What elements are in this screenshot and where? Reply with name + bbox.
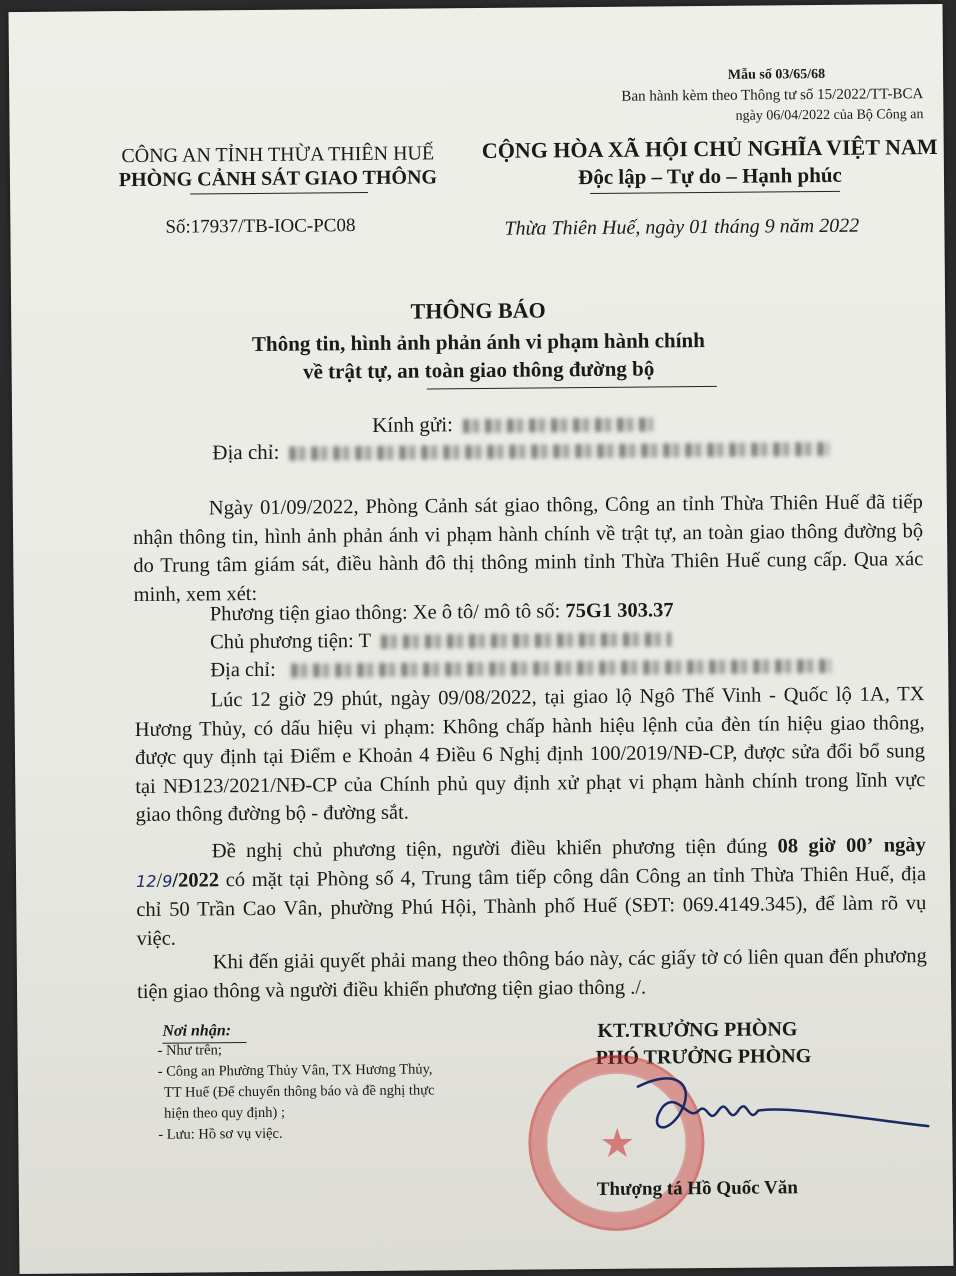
recipient-item: - Lưu: Hồ sơ vụ việc. <box>158 1125 283 1143</box>
owner-row <box>210 627 671 654</box>
owner-address-row <box>210 654 831 682</box>
agency-divider <box>190 192 368 195</box>
violation-paragraph: Lúc 12 giờ 29 phút, ngày 09/08/2022, tại giao lộ Ngô Thế Vinh - Quốc lộ 1A, TX Hương Thủy, có dấu hiệu vi phạm: Không chấp hành hiệu lệnh của đèn tín hiệu giao thông, được quy định tại Điểm e Khoản 4 Điều 6 Nghị định 100/2019/NĐ-CP, được sửa đổi bổ sung tại NĐ123/2021/NĐ-CP của Chính phủ quy định xử phạt vi phạm hành chính trong lĩnh vực giao thông đường bộ - đường sắt. <box>134 683 926 827</box>
redacted-owner-address <box>291 659 831 678</box>
request-text-b: có mặt tại Phòng số 4, Trung tâm tiếp công dân Công an tỉnh Thừa Thiên Huế, địa chỉ 50 Trần Cao Vân, phường Phú Hội, Thành phố Huế (SĐT: 069.4149.345), để làm rõ vụ việc. <box>136 862 927 950</box>
agency-name: PHÒNG CẢNH SÁT GIAO THÔNG <box>118 166 438 192</box>
form-issued-with: Ban hành kèm theo Thông tư số 15/2022/TT-BCA <box>621 86 924 105</box>
redacted-name <box>463 418 653 434</box>
recipient-item: hiện theo quy định) ; <box>164 1104 286 1122</box>
recipients-title: Nơi nhận: <box>162 1022 232 1040</box>
owner-initial: T <box>358 629 372 653</box>
owner-label: Chủ phương tiện: <box>209 630 359 654</box>
recipient-address-row <box>212 435 829 465</box>
form-number: Mẫu số 03/65/68 <box>727 66 826 83</box>
closing-paragraph: Khi đến giải quyết phải mang theo thông báo này, các giấy tờ có liên quan đến phương tiện giao thông và người điều khiển phương tiện giao thông ./. <box>136 945 927 1003</box>
form-issued-date: ngày 06/04/2022 của Bộ Công an <box>735 107 924 124</box>
agency-parent: CÔNG AN TỈNH THỪA THIÊN HUẾ <box>121 142 435 168</box>
recipient-item: - Công an Phường Thủy Vân, TX Hương Thủy, <box>157 1061 433 1080</box>
handwritten-day: 12 <box>136 871 157 891</box>
signature-title-2: PHÓ TRƯỞNG PHÒNG <box>595 1045 812 1070</box>
redacted-owner <box>381 633 671 650</box>
seal-star-icon: ★ <box>599 1120 636 1166</box>
recipient-row <box>372 410 653 437</box>
recipient-item: TT Huế (Để chuyển thông báo và đề nghị thực <box>163 1082 435 1101</box>
request-ngay: ngày <box>883 834 926 857</box>
place-date: Thừa Thiên Huế, ngày 01 tháng 9 năm 2022 <box>504 214 860 240</box>
signer-name: Thượng tá Hồ Quốc Văn <box>596 1177 798 1201</box>
document-page <box>9 4 954 1274</box>
recipient-label: Kính gửi: <box>372 412 454 437</box>
vehicle-label: Phương tiện giao thông: Xe ô tô/ mô tô số: <box>209 600 566 626</box>
owner-address-label: Địa chỉ: <box>210 658 281 682</box>
handwritten-signature <box>618 1064 939 1157</box>
handwritten-month: 9 <box>162 871 173 891</box>
nation-motto: Độc lập – Tự do – Hạnh phúc <box>578 162 842 190</box>
recipient-address-label: Địa chỉ: <box>212 439 280 465</box>
nation-name: CỘNG HÒA XÃ HỘI CHỦ NGHĨA VIỆT NAM <box>481 133 938 163</box>
request-paragraph: Đề nghị chủ phương tiện, người điều khiển phương tiện đúng 08 giờ 00’ ngày 12/9/2022 có mặt tại Phòng số 4, Trung tâm tiếp công dân Công an tỉnh Thừa Thiên Huế, địa chỉ 50 Trần Cao Vân, phường Phú Hội, Thành phố Huế (SĐT: 069.4149.345), để làm rõ vụ việc. <box>136 834 927 950</box>
signature-title-1: KT.TRƯỞNG PHÒNG <box>597 1018 798 1042</box>
redacted-address <box>289 442 829 461</box>
title-divider <box>427 386 717 390</box>
request-text-a: Đề nghị chủ phương tiện, người điều khiển phương tiện đúng <box>211 835 778 863</box>
motto-divider <box>590 191 840 194</box>
document-title: THÔNG BÁO <box>410 297 546 324</box>
license-plate: 75G1 303.37 <box>565 599 674 623</box>
request-time: 08 giờ 00’ <box>777 834 874 858</box>
document-subtitle-1: Thông tin, hình ảnh phản ánh vi phạm hành chính <box>251 328 705 356</box>
recipient-item: - Như trên; <box>157 1042 222 1059</box>
vehicle-row <box>210 599 674 626</box>
request-year: /2022 <box>172 868 220 892</box>
document-subtitle-2: về trật tự, an toàn giao thông đường bộ <box>302 356 655 384</box>
document-number: Số:17937/TB-IOC-PC08 <box>165 215 356 238</box>
intro-paragraph: Ngày 01/09/2022, Phòng Cảnh sát giao thông, Công an tỉnh Thừa Thiên Huế đã tiếp nhận thông tin, hình ảnh phản ánh vi phạm hành chính về trật tự, an toàn giao thông đường bộ do Trung tâm giám sát, điều hành đô thị thông minh tỉnh Thừa Thiên Huế cung cấp. Qua xác minh, xem xét: <box>133 491 924 606</box>
